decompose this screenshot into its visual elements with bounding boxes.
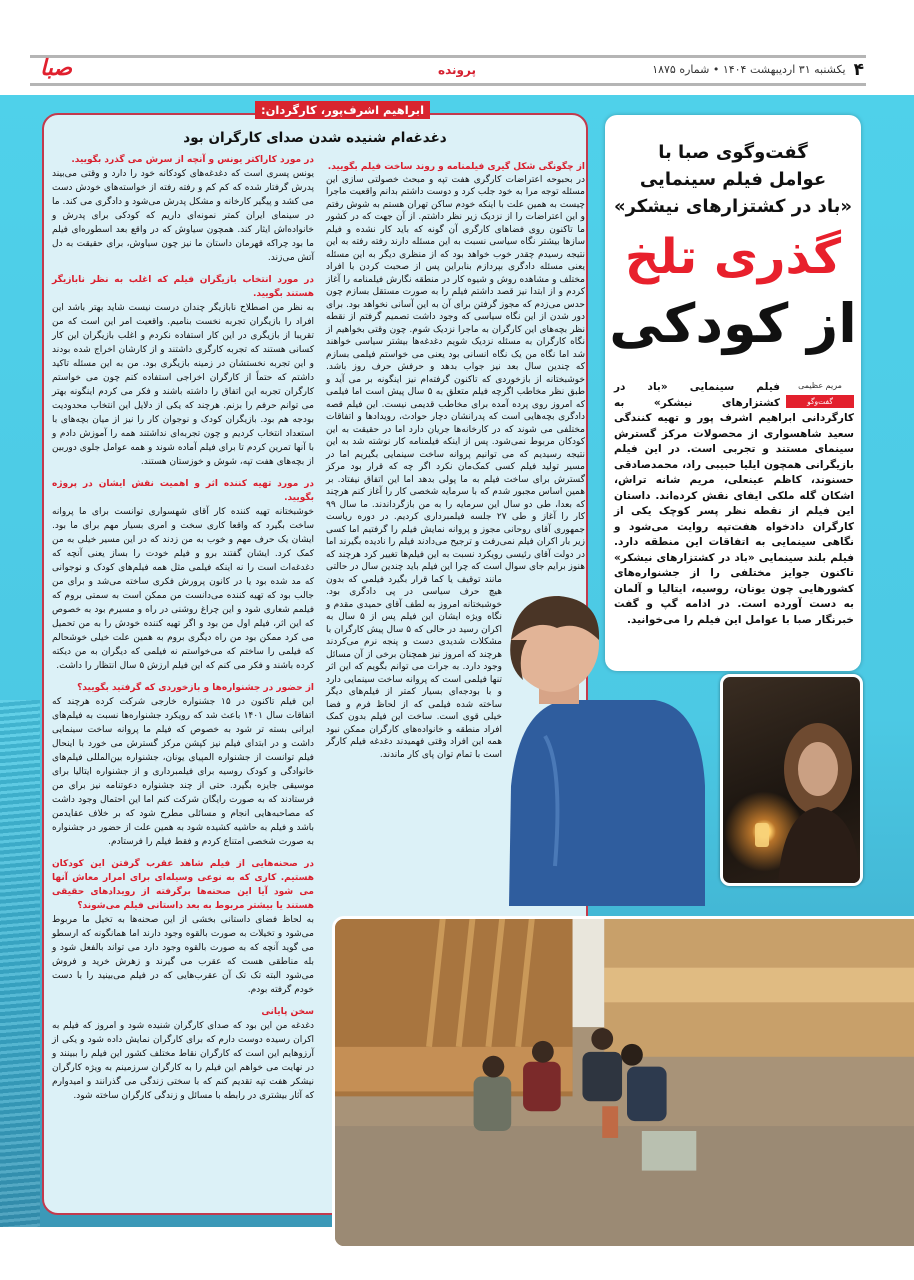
page-number: ۴ bbox=[853, 60, 864, 80]
question: در مورد کاراکتر یونس و آنچه از سرش می گذرد بگویید. bbox=[71, 155, 314, 165]
issue-info bbox=[652, 60, 864, 80]
newspaper-logo: صبا bbox=[40, 56, 73, 81]
headline-black: از کودکی bbox=[609, 292, 857, 355]
header-bottom-rule bbox=[30, 83, 866, 86]
answer: خوشبختانه تهیه کننده کار آقای شهسواری توانست برای ما پروانه ساخت بگیرد که واقعا کاری سخت و امری بسیار مهم برای ما بود. ایشان یک حرف مهم و خوب به من زدند که در این مسیر خیلی به من کمک کرد. ایشان گفتند برو و فیلم خودت را بساز یعنی آنچه که دغدغه‌ات است را نه اینکه فیلمی مثل همه فیلم‌های کودک و نوجوانی که مد شده بود یا در کانون پرورش فکری ساخته می‌شد و برای من جالب بود که تهیه کننده می‌دانست من ممکن است به سمتی بروم که فیلمم شعاری شود و این چراغ روشنی در راه و مسیرم بود به خصوص که این اثر، فیلم اول من بود و اگر تهیه کننده خودش را به من تحمیل می کرد ممکن بود من راه دیگری بروم به همین علت خیلی خوشحالم که فیلمی را ساختم که می‌خواستم نه فیلمی که دیگران به من دیکته کرده باشند و فکر می کنم که این فیلم ارزش ۵ سال انتظار را داشت. bbox=[52, 507, 314, 671]
question: در مورد تهیه کننده اثر و اهمیت نقش ایشان در پروژه بگویید. bbox=[52, 479, 314, 503]
answer: یونس پسری است که دغدغه‌های کودکانه خود را دارد و وقتی می‌بیند پدرش گرفتار شده که کم کم و رفته رفته از خواسته‌های خودش دست می کشد و پیگیر کارخانه و مشکل پدرش می‌شود و دادگری می کند. ما در سینمای ایران کمتر نمونه‌ای داریم که کودکی برای پدرش و خانواده‌اش ایثار کند. همچون سیاوش که در واقع بعد اسطوره‌ای فیلم ما بود چراکه قهرمان داستان ما نیز چون سیاوش، برای حقیقت به دل آتش می‌زند. bbox=[52, 169, 314, 263]
question: از حضور در جشنواره‌ها و بازخوردی که گرفتید بگویید؟ bbox=[77, 683, 314, 693]
question: از چگونگی شکل گیری فیلمنامه و روند ساخت فیلم بگویید. bbox=[327, 162, 585, 172]
answer: این فیلم تاکنون در ۱۵ جشنواره خارجی شرکت کرده هرچند که اتفاقات سال ۱۴۰۱ باعث شد که رویکرد جشنواره‌ها نسبت به فیلم‌های ایرانی بسته تر شود به خصوص که فیلم ما پروانه ساخت سینمایی داشت و در ابتدای فیلم نیز کپشن مرکز گسترش می خورد با اینحال فیلم توانست از جشنواره المپیای یونان، جشنواره بین‌المللی فیلم‌های خانوادگی و کودک روسیه برای فیلمبرداری و از جشنواره ایتالیا برای موسیقی جایزه بگیرد. حتی از چند جشنواره دعوتنامه نیز برای من فرستادند که به صورت رایگان شرکت کنم اما این احتمال وجود داشت که مصاحبه‌هایی انجام و مسائلی مطرح شود که بر خلاف عقایدمن باشد و فیلم به حاشیه کشیده شود به همین علت از حضور در جشنواره به صورت شخصی امتناع کردم و فقط فیلم را فرستادم. bbox=[52, 697, 314, 847]
header-top-rule bbox=[30, 55, 866, 58]
question: در صحنه‌هایی از فیلم شاهد عقرب گرفتن این کودکان هستیم. کاری که به نوعی وسیله‌ای برای امرار معاش آنها می شود آیا این صحنه‌ها برگرفته از رویدادهای حقیقی هستند یا بیشتر مربوط به بعد داستانی فیلم می‌شوند؟ bbox=[52, 859, 314, 911]
answer: به لحاظ فضای داستانی بخشی از این صحنه‌ها به تخیل ما مربوط می‌شود و تخیلات به صورت بالقوه وجود دارند اما همانگونه که ارسطو می گوید آنچه که به صورت بالقوه وجود دارد می تواند بالفعل شود و بله مناطقی هست که عقرب می گیرند و زهرش خرید و فروش می‌شود البته تک تک آن عقرب‌هایی که در فیلم می‌بینید را با دست خودم گرفته بودم. bbox=[52, 915, 314, 995]
date-issue: یکشنبه ۳۱ اردیبهشت ۱۴۰۴ • شماره ۱۸۷۵ bbox=[652, 63, 846, 76]
answer: دغدغه من این بود که صدای کارگران شنیده شود و امروز که فیلم به اکران رسیده دوست دارم که برای کارگران نمایش داده شود و یکی از آرزوهایم این است که کارگران نقاط مختلف کشور این فیلم را ببینند و در نهایت می خواهم این فیلم را به کارگران سرزمینم به ویژه کارگران نیشکر هفت تپه تقدیم کنم که با سختی زندگی می گذرانند و امیدوارم که آثار بیشتری در رابطه با مسائل و زندگی کارگران ساخته شود. bbox=[52, 1021, 314, 1101]
answer: در بحبوحه اعتراضات کارگری هفت تپه و مبحث خصولتی سازی این مسئله توجه مرا به خود جلب کرد و دوست داشتم بدانم واقعیت ماجرا چیست به همین علت با اینکه خودم ساکن تهران هستم به شوش رفتم و این اعتراضات را از نزدیک زیر نظر داشتم. از آن جهت که در کشور ما تاکنون روی فضاهای کارگری آن گونه که باید کار نشده و فیلم سازها بیشتر نگاه سیاسی نسبت به این مسئله دارند رفته رفته به این نتیجه رسیدم چقدر خوب خواهد بود که از منظری دیگر به این مسئله یعنی مسئله دادگری بپردازم بنابراین پس از صحبت کردن با افراد مختلف و مشاهده روش و شیوه کار در منطقه نگارش فیلمنامه را آغاز کردم و از ابتدا نیز قصد داشتم فیلم را به صورت مستقل بسازم چون حدس می‌زدم که مجوز گرفتن برای آن به این آسانی نخواهد بود. برای دور شدن از این نگاه سیاسی که وجود داشت تصمیم گرفتم از نقطه نظر بچه‌های این کارگران به ماجرا نزدیک شوم. چون وقتی بخواهیم از نگاه کارگران به مسئله نزدیک شویم دغدغه‌ها بیشتر سیاسی خواهند شد اما نگاه من یک نگاه انسانی بود یعنی می خواستم فیلمی بسازم که چندین سال بعد نیز جواب بدهد و حرفش حرف روز باشد. خوشبختانه از بازخوردی که تاکنون گرفته‌ام نیز اینگونه بر می آید و طبق نظر مخاطب اگرچه فیلم متعلق به ۵ سال پیش است اما فیلمی که امروز روی پرده آمده برای مخاطب قدیمی نیست. این فیلم قصه دادگری بچه‌هایی است که پدرانشان دچار حوادث، رویدادها و اتفاقات مختلفی می شوند که در کارخانه‌ها جریان دارد اما در حقیقت به این کودکان مربوط نمی‌شود. پس از اینکه فیلمنامه کار نوشته شد به این نتیجه رسیدیم که می توانیم پروانه ساخت سینمایی بگیریم اما در مسیر تولید فیلم کسی کمک‌مان نکرد اگر چه که قرار بود مرکز گسترش برای ساخت فیلم به ما پولی بدهد اما این اتفاق نیفتاد. بر همین اساس مجبور شدم که با سرمایه شخصی کار را آغاز کنم هرچند که بعدا، طی دو سال این سرمایه را به من بازگرداندند. ما سال ۹۹ کار را آغاز و طی ۲۷ جلسه فیلمبرداری کردیم. در دوره ریاست جمهوری آقای روحانی مجوز و پروانه نمایش فیلم را گرفتیم اما کسی زیر بار اکران فیلم نمی‌رفت و ترجیح می‌دادند فیلم را نادیده بگیرند اما در دولت آقای رئیسی رویکرد نسبت به این فیلم‌ها تغییر کرد هرچند که هنوز برایم جای سوال است که چرا این فیلم باید چندین سال در حالتی مانند توقیف یا کما قرار بگیرد فیلمی که بدون هیچ حرف سیاسی در پی دادگری بود. خوشبختانه امروز به لطف آقای حمیدی مقدم و نگاه ویژه ایشان این فیلم پس از ۵ سال به اکران رسید در حالی که ۵ سال پیش کارگران با مشکلات شدیدی دست و پنجه نرم می‌کردند هرچند که امروز نیز همچنان برخی از آن مسائل وجود دارد. به جرات می توانم بگویم که این اثر تنها فیلمی است که پروانه ساخت سینمایی دارد و با بودجه‌ای بسیار کمتر از فیلم‌های دیگر ساخته شده فیلمی که از لحاظ فرم و فضا خیلی قوی است. ساخت این فیلم بدون کمک افراد منطقه و خانواده‌های کارگران ممکن نبود همه این افراد وقتی فهمیدند دغدغه فیلم کارگر است با تمام توان پای کار ماندند. bbox=[326, 174, 585, 760]
interview-title: دغدغه‌ام شنیده شدن صدای کارگران بود bbox=[183, 130, 447, 146]
section-title: پرونده bbox=[438, 63, 476, 77]
answer: به نظر من اصطلاح نابازیگر چندان درست نیست شاید بهتر باشد این افراد را بازیگران تجربه نخست بنامیم. واقعیت امر این است که من تقریبا از بازیگری در این کار استفاده نکردم و اغلب بازیگران این کار کسانی هستند که تجربه کارگری داشتند و از کارشان اخراج شده بودند و این تجربه نخستشان در زمینه بازیگری بود. من به این مسئله تاکید داشتم که حتماً از کارگران اخراجی استفاده کنم چون می خواستم کارگران تجربه این اتفاق را داشته باشند و فکر می کردم اینگونه بهتر می توانم حرفم را بزنم. هرچند که یکی از دلایل این انتخاب محدودیت بودجه هم بود. بازیگران کودک و نوجوان کار را نیز از میان بچه‌های با استعداد انتخاب کردیم و چون تجربه‌ای نداشتند همه را آموزش دادم و با آنها تمرین کردم تا برای فیلم آماده شوند و همه عوامل جلوی دوربین از بچه‌های هفت تپه، شوش و خوزستان هستند. bbox=[52, 303, 314, 467]
intro-text: فیلم سینمایی «باد در کشتزارهای نیشکر» به کارگردانی ابراهیم اشرف پور و تهیه کنندگی سعید شاهسواری از محصولات مرکز گسترش سینمای مستند و تجربی است. در این فیلم بازیگرانی همچون ایلیا حبیبی راد، محمدصادقی حسنوند، کاظم عینعلی، مریم شانه تراش، اشکان گله ملکی ایفای نقش کرده‌اند. داستان این فیلم از نقطه نظر پسر کوچک یکی از کارگران دادخواه هفت‌تپه روایت می‌شود و نگاهی سینمایی به اتفاقات این منطقه دارد. فیلم بلند سینمایی «باد در کشتزارهای نیشکر» تاکنون جوایز مختلفی را از جشنواره‌های کشورهایی چون یونان، روسیه، ایتالیا و آلمان به دست آورده است. در ادامه گپ و گفت خبرنگار صبا با عوامل این فیلم را می‌خوانید. bbox=[614, 381, 854, 626]
workers-under-trailers-photo bbox=[332, 916, 914, 1249]
woman-with-lantern-photo bbox=[720, 674, 863, 886]
kicker-line: «باد در کشتزارهای نیشکر» bbox=[613, 196, 853, 217]
feature-intro bbox=[614, 380, 854, 628]
question: سخن پایانی bbox=[261, 1007, 314, 1017]
speaker-tag: ابراهیم اشرف‌پور، کارگردان: bbox=[255, 101, 430, 119]
interview-left-column bbox=[52, 153, 314, 1103]
sea-texture bbox=[0, 700, 40, 1227]
author-name: مریم عظیمی bbox=[798, 381, 842, 390]
byline bbox=[786, 380, 854, 408]
category-label: گفت‌وگو bbox=[786, 395, 854, 408]
headline-red: گذری تلخ bbox=[624, 229, 842, 285]
kicker-line: گفت‌وگوی صبا با bbox=[658, 142, 808, 163]
question: در مورد انتخاب بازیگران فیلم که اغلب به نظر نابازیگر هستند بگویید. bbox=[52, 275, 314, 299]
kicker-line: عوامل فیلم سینمایی bbox=[639, 169, 827, 190]
